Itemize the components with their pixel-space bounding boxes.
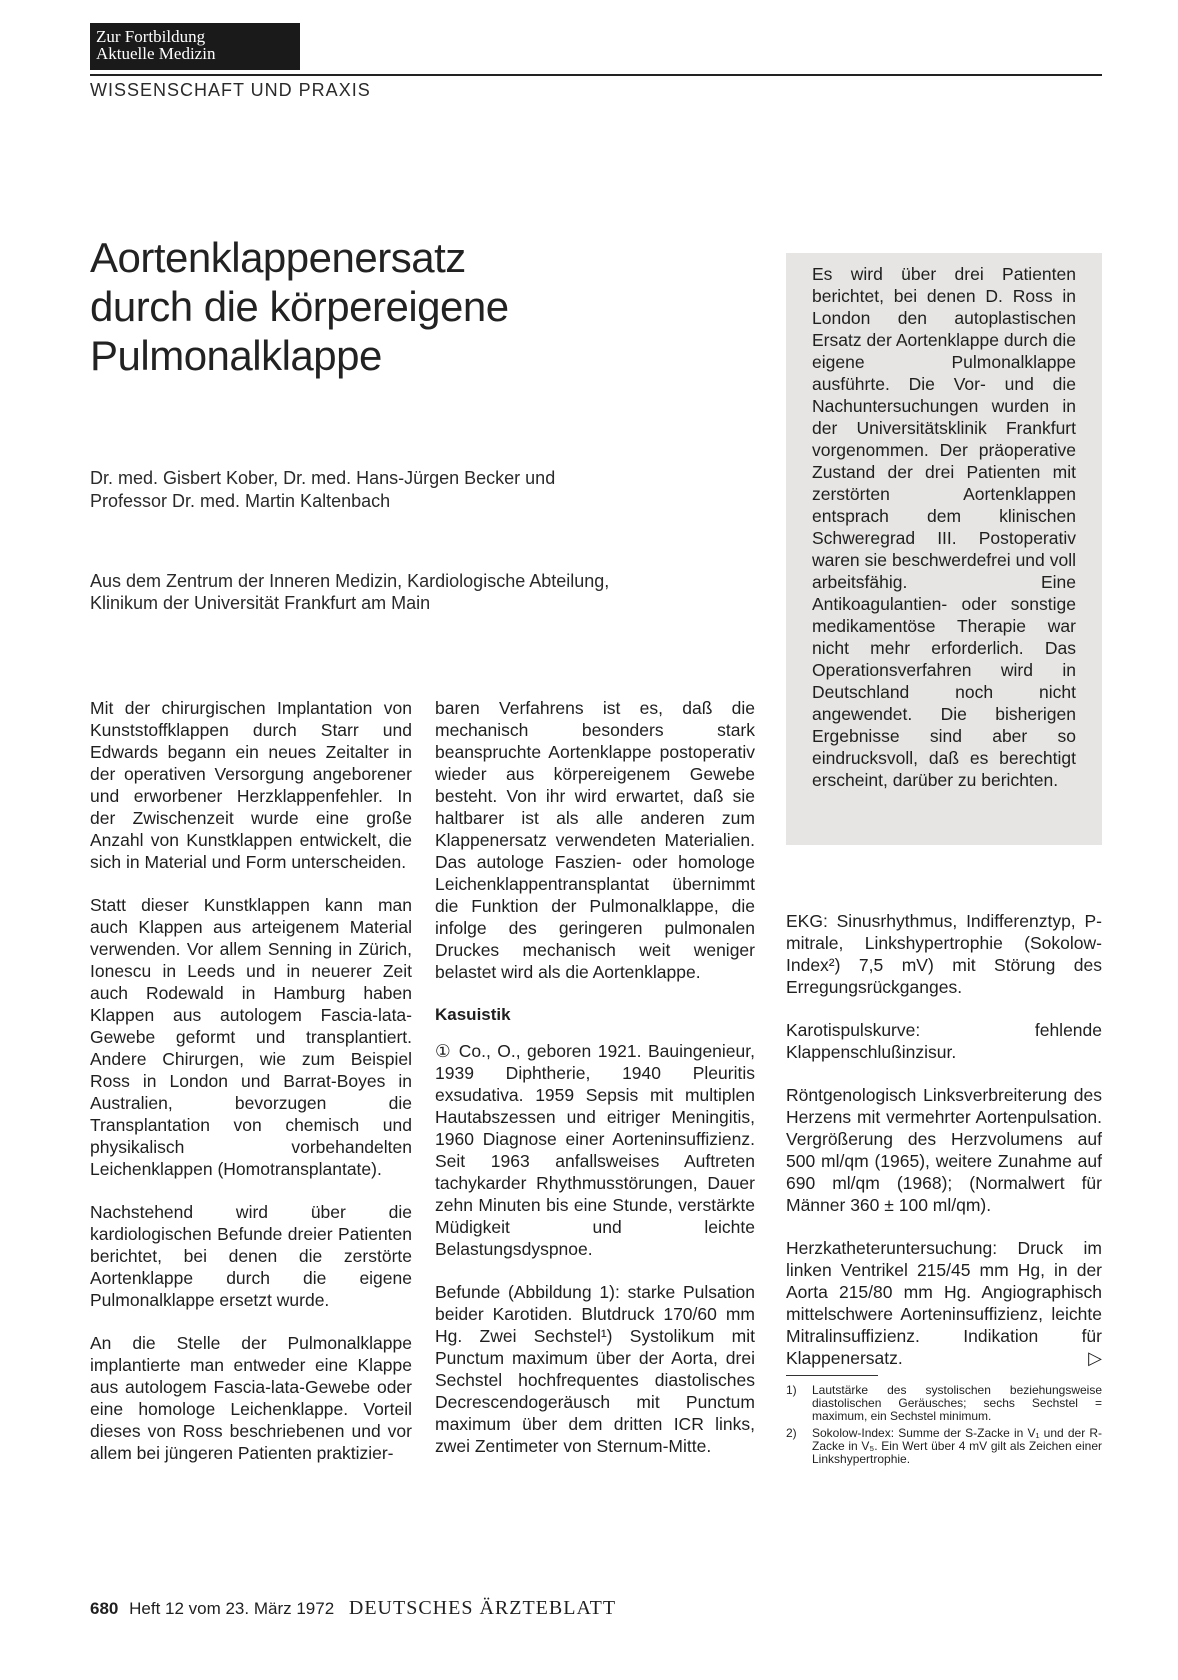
- page-footer: [90, 1597, 616, 1620]
- paragraph: EKG: Sinusrhythmus, Indifferenztyp, P-mitrale, Linkshypertrophie (Sokolow-Index²) 7,5 mV) mit Störung des Erregungsrückganges.: [786, 911, 1102, 997]
- footnote-number: 2): [786, 1426, 797, 1440]
- author-list: [90, 467, 730, 513]
- body-column-3: [786, 910, 1102, 1470]
- title-line-2: durch die körpereigene: [90, 283, 509, 330]
- category-badge: [90, 23, 300, 70]
- issue-info: Heft 12 vom 23. März 1972: [129, 1599, 335, 1618]
- body-column-1: [90, 697, 412, 1485]
- header-rule: [90, 74, 1102, 76]
- affiliation-line-2: Klinikum der Universität Frankfurt am Main: [90, 593, 431, 613]
- affiliation-line-1: Aus dem Zentrum der Inneren Medizin, Kardiologische Abteilung,: [90, 571, 610, 591]
- footnote: [786, 1427, 1102, 1466]
- footnote-text: Sokolow-Index: Summe der S-Zacke in V₁ und der R-Zacke in V₅. Ein Wert über 4 mV gilt als Zeichen einer Linkshypertrophie.: [812, 1426, 1102, 1466]
- paragraph: Röntgenologisch Linksverbreiterung des Herzens mit vermehrter Aortenpulsation. Vergrößerung des Herzvolumens auf 500 ml/qm (1965), weitere Zunahme auf 690 ml/qm (1968); (Normalwert für Männer 360 ± 100 ml/qm).: [786, 1085, 1102, 1215]
- subheading-kasuistik: Kasuistik: [435, 1005, 511, 1024]
- body-column-2: [435, 697, 755, 1478]
- paragraph: ① Co., O., geboren 1921. Bauingenieur, 1939 Diphtherie, 1940 Pleuritis exsudativa. 1959 Sepsis mit multiplen Hautabszessen und eitriger Meningitis, 1960 Diagnose einer Aorteninsuffizienz. Seit 1963 anfallsweises Auftreten tachykarder Rhythmusstörungen, Dauer zehn Minuten bis eine Stunde, verstärkte Müdigkeit und leichte Belastungsdyspnoe.: [435, 1041, 755, 1259]
- continue-arrow-icon: ▷: [1088, 1348, 1102, 1368]
- article-title: [90, 233, 650, 380]
- footnote-text: Lautstärke des systolischen beziehungsweise diastolischen Geräusches; sechs Sechstel = maximum, ein Sechstel minimum.: [812, 1383, 1102, 1423]
- paragraph: Befunde (Abbildung 1): starke Pulsation beider Karotiden. Blutdruck 170/60 mm Hg. Zwei Sechstel¹) Systolikum mit Punctum maximum über der Aorta, drei Sechstel hochfrequentes diastolisches Decrescendogeräusch mit Punctum maximum über dem dritten ICR links, zwei Zentimeter von Sternum-Mitte.: [435, 1282, 755, 1456]
- footnote-number: 1): [786, 1383, 797, 1397]
- paragraph: [786, 1237, 1102, 1369]
- paragraph: An die Stelle der Pulmonalklappe implantierte man entweder eine Klappe aus autologem Fascia-lata-Gewebe oder eine homologe Leichenklappe. Vorteil dieses von Ross beschriebenen und vor allem bei jüngeren Patienten praktizier-: [90, 1333, 412, 1463]
- footnote-rule: [786, 1375, 878, 1376]
- paragraph: baren Verfahrens ist es, daß die mechanisch besonders stark beanspruchte Aortenklappe postoperativ wieder aus körpereigenem Gewebe besteht. Von ihr wird erwartet, daß sie haltbarer ist als alle anderen zum Klappenersatz verwendeten Materialien. Das autologe Faszien- oder homologe Leichenklappentransplantat übernimmt die Funktion der Pulmonalklappe, die infolge des geringeren pulmonalen Druckes mechanisch weit weniger belastet wird als die Aortenklappe.: [435, 698, 755, 982]
- page-number: 680: [90, 1599, 119, 1618]
- paragraph: Statt dieser Kunstklappen kann man auch Klappen aus arteigenem Material verwenden. Vor allem Senning in Zürich, Ionescu in Leeds und in neuerer Zeit auch Rodewald in Hamburg haben Klappen aus autologem Fascia-lata-Gewebe geformt und transplantiert. Andere Chirurgen, wie zum Beispiel Ross in London und Barrat-Boyes in Australien, bevorzugen die Transplantation von chemisch und physikalisch vorbehandelten Leichenklappen (Homotransplantate).: [90, 895, 412, 1179]
- abstract-box: [786, 253, 1102, 845]
- affiliation: [90, 570, 730, 614]
- title-line-3: Pulmonalklappe: [90, 332, 382, 379]
- title-line-1: Aortenklappenersatz: [90, 234, 466, 281]
- paragraph: Mit der chirurgischen Implantation von Kunststoffklappen durch Starr und Edwards begann ein neues Zeitalter in der operativen Versorgung angeborener und erworbener Herzklappenfehler. In der Zwischenzeit wurde eine große Anzahl von Kunstklappen entwickelt, die sich in Material und Form unterscheiden.: [90, 698, 412, 872]
- paragraph-text: Herzkatheteruntersuchung: Druck im linken Ventrikel 215/45 mm Hg, in der Aorta 215/80 mm Hg. Angiographisch mittelschwere Aorteninsuffizienz, leichte Mitralinsuffizienz. Indikation für Klappenersatz.: [786, 1238, 1102, 1368]
- section-label: WISSENSCHAFT UND PRAXIS: [90, 80, 371, 100]
- author-line-1: Dr. med. Gisbert Kober, Dr. med. Hans-Jürgen Becker und: [90, 468, 556, 488]
- journal-name: DEUTSCHES ÄRZTEBLATT: [348, 1597, 617, 1619]
- paragraph: Karotispulskurve: fehlende Klappenschlußinzisur.: [786, 1020, 1102, 1062]
- author-line-2: Professor Dr. med. Martin Kaltenbach: [90, 491, 391, 511]
- paragraph: Nachstehend wird über die kardiologischen Befunde dreier Patienten berichtet, bei denen die zerstörte Aortenklappe durch die eigene Pulmonalklappe ersetzt wurde.: [90, 1202, 412, 1310]
- abstract-text: Es wird über drei Patienten berichtet, bei denen D. Ross in London den autoplastischen Ersatz der Aortenklappe durch die eigene Pulmonalklappe ausführte. Die Vor- und die Nachuntersuchungen wurden in der Universitätsklinik Frankfurt vorgenommen. Der präoperative Zustand der drei Patienten mit zerstörten Aortenklappen entsprach dem klinischen Schweregrad III. Postoperativ waren sie beschwerdefrei und voll arbeitsfähig. Eine Antikoagulantien- oder sonstige medikamentöse Therapie war nicht mehr erforderlich. Das Operationsverfahren wird in Deutschland noch nicht angewendet. Die bisherigen Ergebnisse sind aber so eindrucksvoll, daß es berechtigt erscheint, darüber zu berichten.: [812, 264, 1076, 790]
- badge-line-1: Zur Fortbildung: [96, 27, 206, 46]
- badge-line-2: Aktuelle Medizin: [96, 44, 216, 63]
- footnote: [786, 1384, 1102, 1423]
